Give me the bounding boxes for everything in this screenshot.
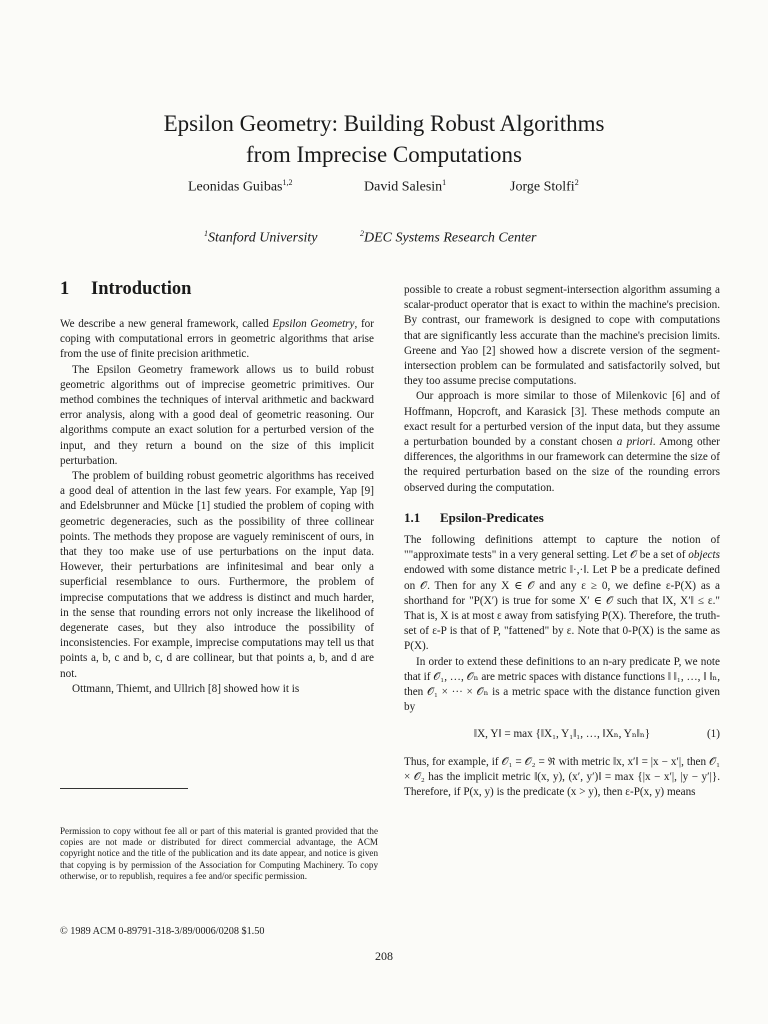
paragraph: Ottmann, Thiemt, and Ullrich [8] showed how it is: [72, 682, 300, 695]
author-stolfi: Jorge Stolfi$^2$: [510, 178, 579, 195]
author-guibas: Leonidas Guibas$^{1,2}$: [188, 178, 293, 195]
paragraph: We describe a new general framework, called Epsilon Geometry, for coping with computational errors in geometric algorithms that arise from the use of finite precision arithmetic.: [60, 318, 374, 361]
equation-number: (1): [706, 728, 720, 741]
paragraph: Thus, for example, if 𝒪₁ = 𝒪₂ = ℜ with metric ‖x, x′‖ = |x − x′|, then 𝒪₁ × 𝒪₂ has the implicit metric ‖(x, y), (x′, y′)‖ = max {|x − x′|, |y − y′|}. Therefore, if P(x, y) is the predicate (x > y), then ε-P(x, y) means: [404, 755, 720, 799]
paragraph: The following definitions attempt to capture the notion of ""approximate tests" in a very general setting. Let 𝒪 be a set of objects endowed with some distance metric ‖·,·‖. Let P be a predicate defined on 𝒪. Then for any X ∈ 𝒪 and any ε ≥ 0, we define ε-P(X) as a shorthand for "P(X′) is true for some X′ ∈ 𝒪 such that ‖X, X′‖ ≤ ε." That is, X is at most ε away from satisfying P(X). Therefore, the truth-set of ε-P is that of P, "fattened" by ε. Note that 0-P(X) is the same as P(X).: [404, 534, 720, 653]
paragraph: The problem of building robust geometric algorithms has received a good deal of attention in the last few years. For example, Yap [9] and Edelsbrunner and Mücke [1] studied the problem of coping with geometric degeneracies, such as the possibility of three collinear points. The methods they propose are vaguely reminiscent of ours, in that they too make use of use perturbations on the input data. However, their perturbations are infinitesimal and bear only a superficial resemblance to ours. Furthermore, the problem of imprecise computations that we address is distinct and much harder, in the sense that rounding errors not only increase the likelihood of degenerate cases, but they also introduce the possibility of inconsistencies. For example, imprecise computations may tell us that points a, b, c and b, c, d are collinear, but that points a, b, and d are not.: [60, 470, 374, 680]
paragraph: In order to extend these definitions to an n-ary predicate P, we note that if 𝒪₁, …, 𝒪ₙ are metric spaces with distance functions ‖ ‖₁, …, ‖ ‖ₙ, then 𝒪₁ × ··· × 𝒪ₙ is a metric space with the distance function given by: [404, 655, 720, 714]
title-line-1: Epsilon Geometry: Building Robust Algorithms: [163, 111, 605, 136]
equation-1: ‖X, Y‖ = max {‖X₁, Y₁‖₁, …, ‖Xₙ, Yₙ‖ₙ} (1): [404, 727, 720, 742]
paragraph: Our approach is more similar to those of Milenkovic [6] and of Hoffmann, Hopcroft, and Karasick [3]. These methods compute an exact result for a perturbed version of the input data, but they assume a perturbation bounded by a constant chosen a priori. Among other differences, the algorithms in our framework can determine the size of the required perturbation based on the size of the rounding errors observed during the computation.: [404, 390, 720, 494]
title-line-2: from Imprecise Computations: [246, 142, 522, 167]
subsection-heading-epsilon-predicates: 1.1 Epsilon-Predicates: [404, 509, 544, 525]
right-column: [404, 283, 720, 800]
permission-notice: Permission to copy without fee all or part of this material is granted provided that the copies are not made or distributed for direct commercial advantage, the ACM copyright notice and the title of the publication and its date appear, and notice is given that copying is by permission of the Association for Computing Machinery. To copy otherwise, or to republish, requires a fee and/or specific permission.: [60, 826, 378, 881]
copyright-line: © 1989 ACM 0-89791-318-3/89/0006/0208 $1.50: [60, 926, 265, 937]
affiliation-dec: $^2$DEC Systems Research Center: [360, 229, 537, 246]
affiliation-stanford: $^1$Stanford University: [204, 229, 318, 246]
paragraph: possible to create a robust segment-intersection algorithm assuming a scalar-product operator that is exact to within the machine's precision. By contrast, our framework is designed to cope with computations that are significantly less accurate than the machine's precision limits. Greene and Yao [2] showed how a discrete version of the segment-intersection problem can be formulated and satisfactorily solved, but they too assume precise computations.: [404, 284, 720, 388]
page-number: 208: [375, 949, 393, 963]
author-salesin: David Salesin$^1$: [364, 178, 447, 195]
paragraph: The Epsilon Geometry framework allows us to build robust geometric algorithms out of imprecise geometric primitives. Our method combines the techniques of interval arithmetic and backward error analysis, along with a good deal of geometric reasoning. Our algorithms compute an exact solution for a perturbed version of the input, and they return a bound on the size of this implicit perturbation.: [60, 363, 374, 467]
footnote-divider: [60, 788, 188, 789]
section-heading-introduction: 1 Introduction: [60, 279, 192, 299]
paper-title: [0, 108, 768, 170]
left-column: [60, 317, 374, 697]
